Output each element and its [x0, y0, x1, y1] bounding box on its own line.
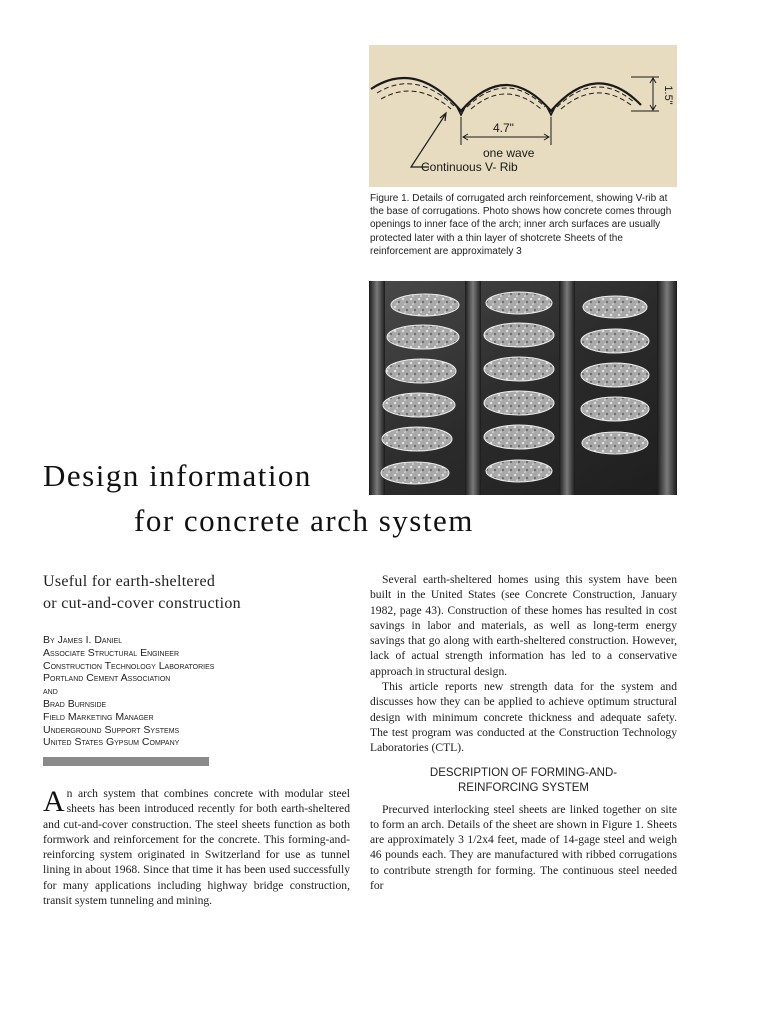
byline-line: Brad Burnside [43, 697, 107, 710]
drop-cap: A [43, 785, 65, 818]
figure-1-caption: Figure 1. Details of corrugated arch reinforcement, showing V-rib at the base of corrugations. Photo shows how concrete comes through openings to inner face of the arch; inner arch surfaces are usually protected later with a thin layer of shotcrete Sheets of the reinforcement are approximately 3 [370, 193, 672, 257]
article-title-line-1: Design information [43, 458, 312, 493]
body-paragraph: Several earth-sheltered homes using this system have been built in the United States (see Concrete Construction, January 1982, page 43). Construction of these homes has resulted in cost savings in labor and materials, as well as long-term energy savings that go along with earth-sheltered construction. However, lack of actual strength information has led to a conservative approach in structural design. [370, 573, 677, 678]
section-heading-line-2: REINFORCING SYSTEM [458, 781, 589, 794]
one-wave-label: one wave [483, 146, 535, 160]
byline-line: and [43, 685, 58, 698]
article-title-line-2: for concrete arch system [134, 503, 474, 538]
section-heading-line-1: DESCRIPTION OF FORMING-AND- [429, 766, 618, 779]
figure-1-diagram [369, 45, 677, 187]
arch-reinforcement-photo [369, 281, 677, 495]
divider-bar [43, 757, 209, 766]
intro-text: n arch system that combines concrete with modular steel sheets has been introduced recently for both earth-sheltered and cut-and-cover construction. The steel sheets function as both formwork and reinforcement for the concrete. This forming-and-reinforcing system originated in Switzerland for use as tunnel lining in about 1968. Since that time it has been used successfully for many applications including highway bridge construction, transit system tunneling and mining. [43, 787, 350, 908]
subtitle-line-1: Useful for earth-sheltered [43, 573, 216, 590]
right-column-body [370, 572, 677, 893]
byline-line: United States Gypsum Company [43, 736, 180, 749]
byline-line: Underground Support Systems [43, 723, 180, 736]
dimension-width-label: 4.7" [493, 121, 514, 135]
corrugation-drawing [369, 45, 677, 187]
dimension-height-label: 1.5" [662, 85, 674, 105]
author-byline [43, 634, 343, 749]
body-paragraph: This article reports new strength data for the system and discusses how they can be applied to achieve optimum structural design with minimum concrete thickness and adequate safety. The test program was conducted at the Construction Technology Laboratories (CTL). [370, 680, 677, 755]
body-paragraph: Precurved interlocking steel sheets are linked together on site to form an arch. Details of the sheet are shown in Figure 1. Sheets are approximately 3 1/2x4 feet, made of 14-gage steel and weigh 46 pounds each. They are manufactured with ribbed corrugations to contribute strength for forming. The continuous steel needed for [370, 802, 677, 893]
left-column-body [43, 786, 350, 908]
section-heading [370, 766, 677, 796]
byline-line: Portland Cement Association [43, 672, 171, 685]
intro-paragraph [43, 786, 350, 908]
photo-drawing [369, 281, 677, 495]
byline-line: Associate Structural Engineer [43, 646, 180, 659]
byline-line: By James I. Daniel [43, 634, 123, 646]
byline-line: Field Marketing Manager [43, 710, 154, 723]
subtitle-line-2: or cut-and-cover construction [43, 595, 241, 612]
byline-line: Construction Technology Laboratories [43, 659, 215, 672]
continuous-rib-label: Continuous V- Rib [421, 160, 518, 174]
